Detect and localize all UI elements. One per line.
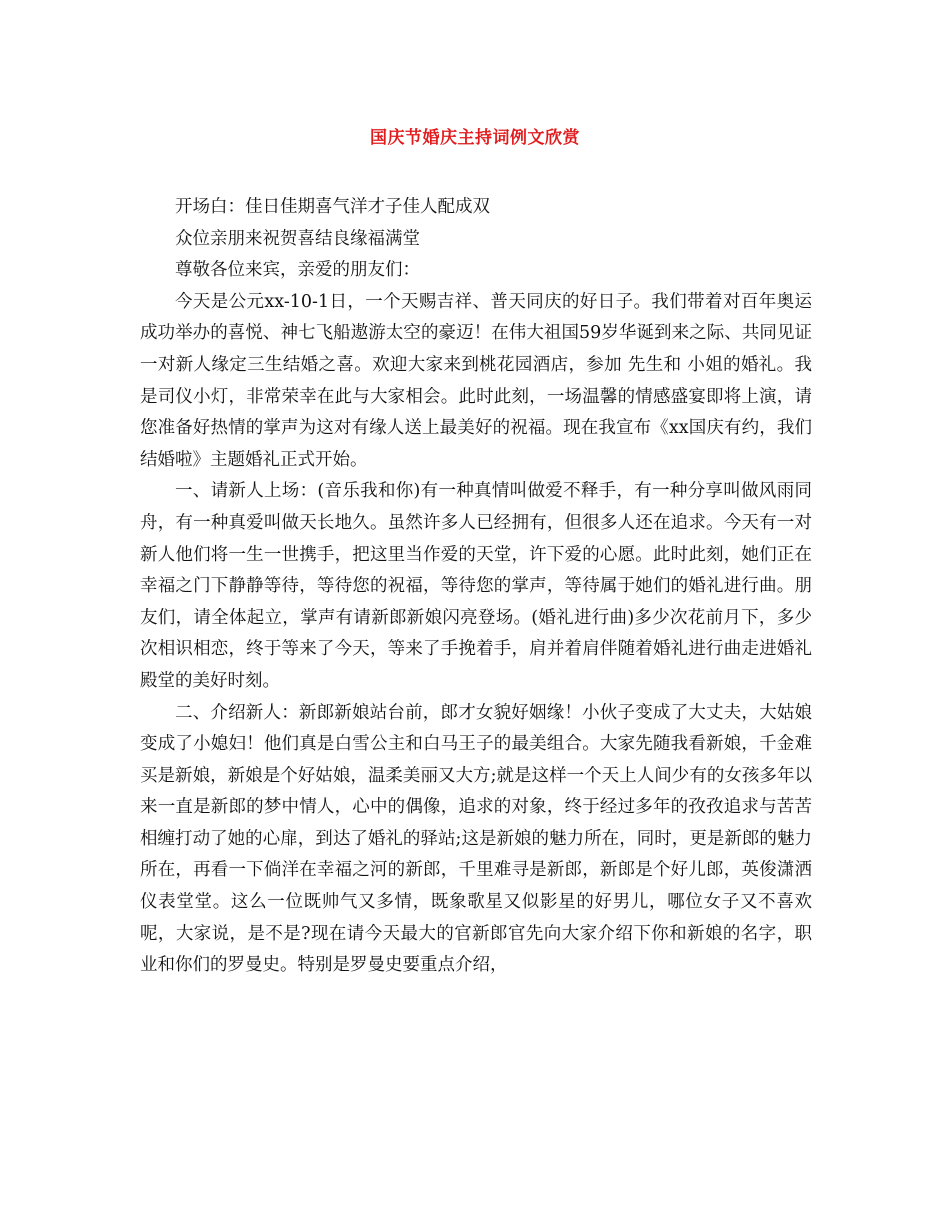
paragraph-entrance: 一、请新人上场：(音乐我和你)有一种真情叫做爱不释手，有一种分享叫做风雨同舟，有一种真爱叫做天长地久。虽然许多人已经拥有，但很多人还在追求。今天有一对新人他们将一生一世携手，把这里当作爱的天堂，许下爱的心愿。此时此刻，她们正在幸福之门下静静等待，等待您的祝福，等待您的掌声，等待属于她们的婚礼进行曲。朋友们，请全体起立，掌声有请新郎新娘闪亮登场。(婚礼进行曲)多少次花前月下，多少次相识相恋，终于等来了今天，等来了手挽着手，肩并着肩伴随着婚礼进行曲走进婚礼殿堂的美好时刻。 <box>140 481 812 691</box>
paragraph-introduction: 今天是公元xx-10-1日，一个天赐吉祥、普天同庆的好日子。我们带着对百年奥运成功举办的喜悦、神七飞船遨游太空的豪迈！在伟大祖国59岁华诞到来之际、共同见证一对新人缘定三生结婚之喜。欢迎大家来到桃花园酒店，参加 先生和 小姐的婚礼。我是司仪小灯，非常荣幸在此与大家相会。此时此刻，一场温馨的情感盛宴即将上演，请您准备好热情的掌声为这对有缘人送上最美好的祝福。现在我宣布《xx国庆有约，我们结婚啦》主题婚礼正式开始。 <box>140 291 812 470</box>
document-title: 国庆节婚庆主持词例文欣赏 <box>370 128 580 148</box>
paragraph-opening: 开场白：佳日佳期喜气洋才子佳人配成双 <box>175 197 490 217</box>
paragraph-couple-introduction: 二、介绍新人：新郎新娘站台前，郎才女貌好姻缘！小伙子变成了大丈夫，大姑娘变成了小媳妇！他们真是白雪公主和白马王子的最美组合。大家先随我看新娘，千金难买是新娘，新娘是个好姑娘，温柔美丽又大方;就是这样一个天上人间少有的女孩多年以来一直是新郎的梦中情人，心中的偶像，追求的对象，终于经过多年的孜孜追求与苦苦相缠打动了她的心扉，到达了婚礼的驿站;这是新娘的魅力所在，同时，更是新郎的魅力所在，再看一下倘洋在幸福之河的新郎，千里难寻是新郎，新郎是个好儿郎，英俊潇洒仪表堂堂。这么一位既帅气又多情，既象歌星又似影星的好男儿，哪位女子又不喜欢呢，大家说，是不是?现在请今天最大的官新郎官先向大家介绍下你和新娘的名字，职业和你们的罗曼史。特别是罗曼史要重点介绍， <box>140 702 812 976</box>
document-body <box>140 192 812 982</box>
paragraph-greeting: 尊敬各位来宾，亲爱的朋友们： <box>175 260 420 281</box>
paragraph-couplet: 众位亲朋来祝贺喜结良缘福满堂 <box>175 228 420 249</box>
